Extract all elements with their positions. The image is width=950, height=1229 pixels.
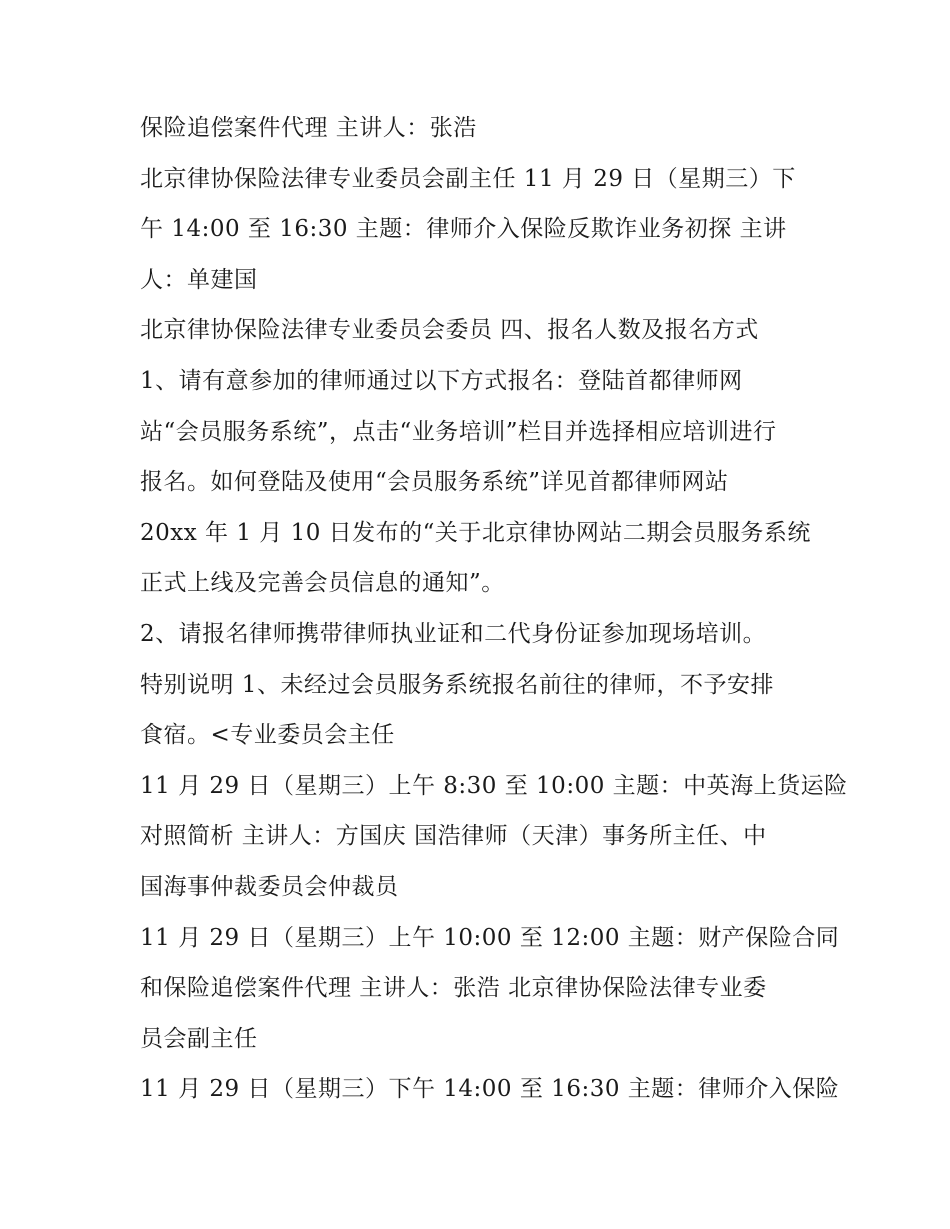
text-line: 员会副主任 xyxy=(140,1025,258,1052)
text-line: 2、请报名律师携带律师执业证和二代身份证参加现场培训。 xyxy=(140,620,767,647)
text-line: 午 14:00 至 16:30 主题：律师介入保险反欺诈业务初探 主讲 xyxy=(140,216,787,243)
text-line: 11 月 29 日（星期三）下午 14:00 至 16:30 主题：律师介入保险 xyxy=(140,1076,840,1103)
text-line: 食宿。<专业委员会主任 xyxy=(140,722,395,749)
text-line: 20xx 年 1 月 10 日发布的“关于北京律协网站二期会员服务系统 xyxy=(140,519,811,546)
text-line: 人：单建国 xyxy=(140,266,258,293)
text-line: 国海事仲裁委员会仲裁员 xyxy=(140,873,399,900)
text-line: 1、请有意参加的律师通过以下方式报名：登陆首都律师网 xyxy=(140,367,743,394)
text-line: 报名。如何登陆及使用“会员服务系统”详见首都律师网站 xyxy=(140,469,729,496)
document-body xyxy=(140,103,848,1115)
text-line: 特别说明 1、未经过会员服务系统报名前往的律师，不予安排 xyxy=(140,671,774,698)
text-line: 保险追偿案件代理 主讲人：张浩 xyxy=(140,115,477,141)
text-line: 北京律协保险法律专业委员会委员 四、报名人数及报名方式 xyxy=(140,317,759,344)
text-line: 和保险追偿案件代理 主讲人：张浩 北京律协保险法律专业委 xyxy=(140,975,767,1002)
text-line: 对照简析 主讲人：方国庆 国浩律师（天津）事务所主任、中 xyxy=(140,823,767,850)
text-line: 站“会员服务系统”，点击“业务培训”栏目并选择相应培训进行 xyxy=(140,418,777,445)
text-line: 11 月 29 日（星期三）上午 10:00 至 12:00 主题：财产保险合同 xyxy=(140,924,840,951)
text-line: 11 月 29 日（星期三）上午 8:30 至 10:00 主题：中英海上货运险 xyxy=(140,772,848,799)
text-line: 北京律协保险法律专业委员会副主任 11 月 29 日（星期三）下 xyxy=(140,165,796,192)
text-line: 正式上线及完善会员信息的通知”。 xyxy=(140,570,505,597)
